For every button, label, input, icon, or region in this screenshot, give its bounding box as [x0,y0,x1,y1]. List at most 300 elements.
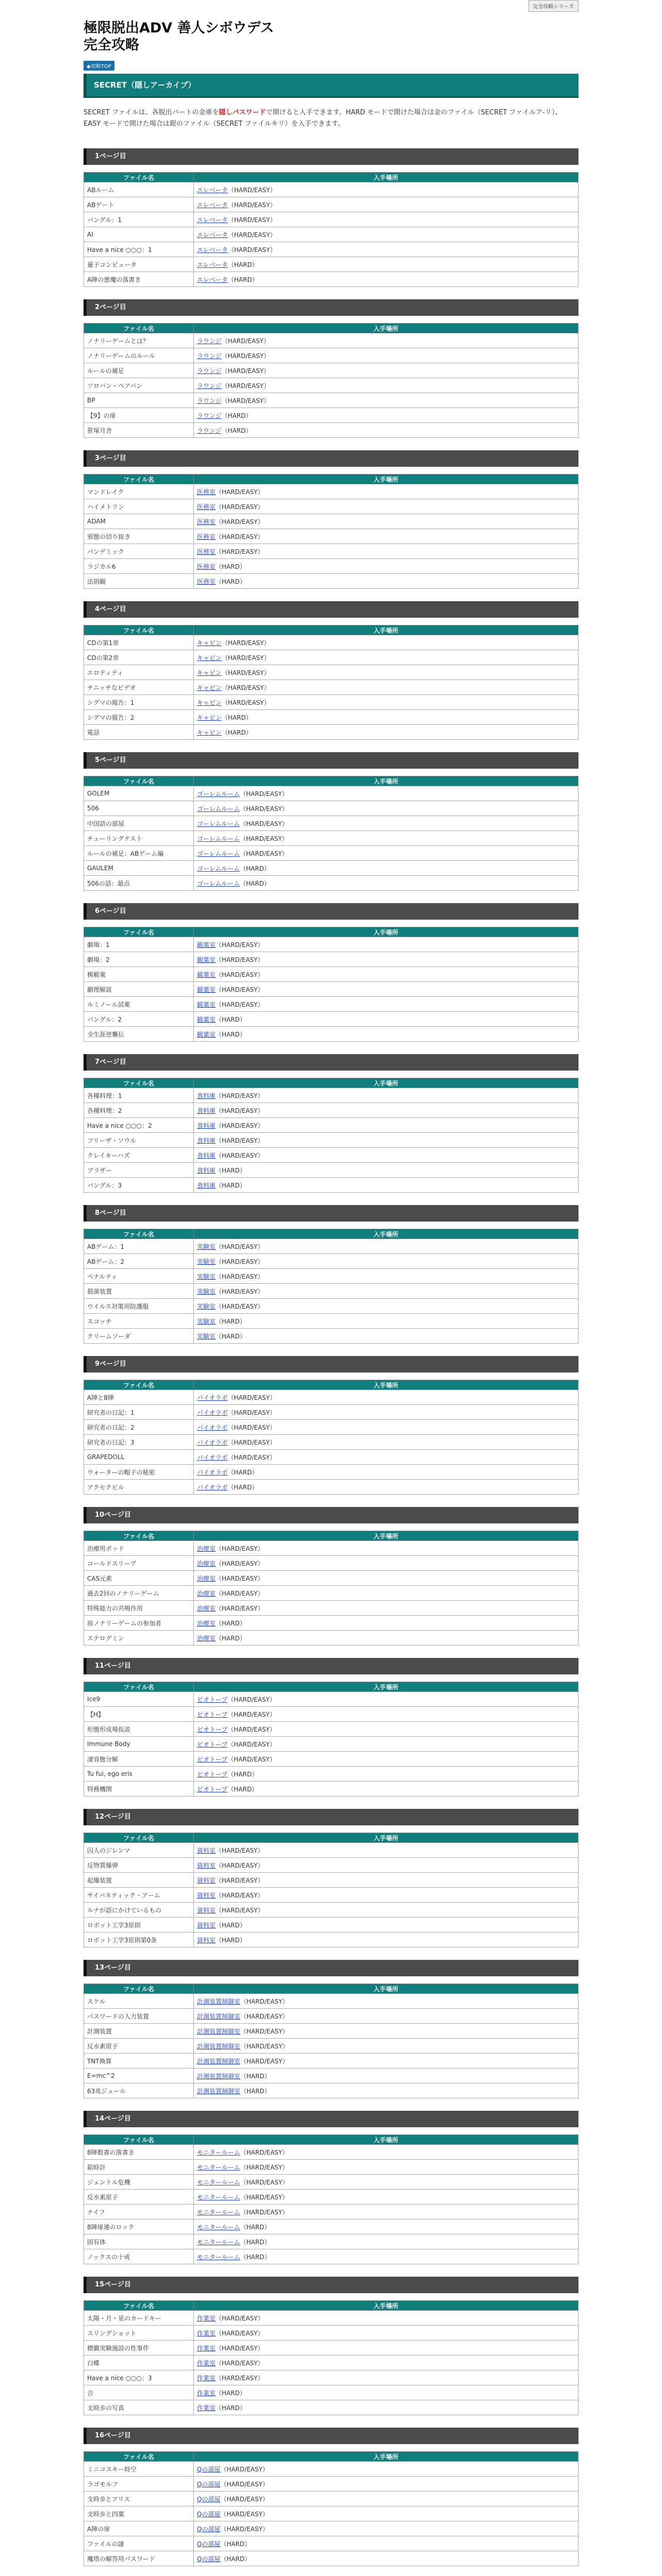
table-header-row [84,324,578,333]
location-cell [194,2009,578,2024]
table-row [84,1027,578,1042]
location-link[interactable]: エレベータ [197,186,228,194]
location-link[interactable]: ピオトープ [197,1696,228,1703]
intro-text-c: で開けると入手できます。HARD モードで開けた場合は金のファイル（SECRET ファイルア-リ）、EASY モードで開けた場合は銀のファイル（SECRET ファイルキリ）を入手できます。 [84,109,562,128]
mode-label: （HARD） [220,2555,251,2563]
mode-label: （HARD/EASY） [240,2163,289,2171]
table-row [84,786,578,801]
location-cell [194,1918,578,1933]
file-name-cell: ソロバン・ペアバン [84,378,194,393]
location-link[interactable]: 資料室 [197,1861,216,1869]
location-link[interactable]: 観葉室 [197,1001,216,1008]
mode-label: （HARD/EASY） [240,2208,289,2216]
mode-label: （HARD/EASY） [227,1438,276,1446]
table-row [84,2039,578,2054]
table-row [84,1465,578,1480]
location-cell [194,1707,578,1722]
file-name-cell: 506の話：最点 [84,876,194,891]
location-link[interactable]: 医務室 [197,518,216,526]
mode-label: （HARD） [216,1332,246,1340]
page-section-heading: 4ページ目 [84,601,578,618]
file-name-cell: ノナリーゲームとは？ [84,333,194,348]
mode-label: （HARD/EASY） [216,1287,264,1295]
location-link[interactable]: 治療室 [197,1545,216,1552]
location-link[interactable]: バイオラボ [197,1468,228,1476]
mode-label: （HARD） [240,2223,271,2231]
mode-label: （HARD） [216,578,246,585]
mode-label: （HARD） [216,1015,246,1023]
location-cell [194,212,578,227]
table-row [84,2326,578,2341]
file-name-cell: BP [84,393,194,408]
location-cell [194,1284,578,1299]
location-cell [194,2219,578,2234]
mode-label: （HARD） [216,1181,246,1189]
location-link[interactable]: モニタールーム [197,2223,240,2231]
table-row [84,2341,578,2355]
table-row [84,1103,578,1118]
file-name-cell: 特殊能力の共鳴作用 [84,1601,194,1616]
location-link[interactable]: 作業室 [197,2344,216,2352]
location-link[interactable]: モニタールーム [197,2148,240,2156]
column-header-place: 入手場所 [194,1078,578,1088]
file-name-cell: GAULEM [84,861,194,876]
table-row [84,1586,578,1601]
location-link[interactable]: モニタールーム [197,2193,240,2201]
location-cell [194,272,578,287]
file-name-cell: 研究者の日記：1 [84,1405,194,1420]
file-name-cell: 研究者の日記：3 [84,1435,194,1450]
location-cell [194,982,578,997]
file-name-cell: ABゲーム：1 [84,1239,194,1254]
location-link[interactable]: 治療室 [197,1574,216,1582]
file-name-cell: サイバネティック・アーム [84,1888,194,1903]
file-table [84,1984,578,2098]
location-link[interactable]: 資料室 [197,1891,216,1899]
table-row [84,257,578,272]
table-row [84,1843,578,1858]
file-name-cell: アクセクビル [84,1480,194,1495]
mode-label: （HARD/EASY） [216,1258,264,1265]
location-link[interactable]: キャビン [197,728,222,736]
location-link[interactable]: Qの部屋 [197,2525,221,2533]
location-link[interactable]: バイオラボ [197,1483,228,1491]
file-name-cell: ハイメトリン [84,499,194,514]
mode-label: （HARD/EASY） [216,971,264,978]
location-link[interactable]: 医務室 [197,563,216,570]
location-link[interactable]: ゴーレムルーム [197,879,240,887]
mode-label: （HARD/EASY） [216,1604,264,1612]
location-cell [194,2249,578,2264]
location-link[interactable]: 計測装置制御室 [197,2027,241,2035]
file-name-cell: 白蝶 [84,2355,194,2370]
location-cell [194,2492,578,2506]
location-cell [194,2477,578,2492]
table-row [84,1269,578,1284]
mode-label: （HARD/EASY） [220,2525,269,2533]
mode-label: （HARD/EASY） [216,488,264,496]
location-cell [194,1299,578,1314]
table-row [84,1737,578,1752]
location-cell [194,1556,578,1571]
location-link[interactable]: バイオラボ [197,1409,228,1416]
mode-label: （HARD） [228,276,258,283]
file-table [84,172,578,287]
table-row [84,997,578,1012]
location-link[interactable]: ラウンジ [197,397,222,404]
mode-label: （HARD/EASY） [216,2374,264,2382]
location-link[interactable]: 資料室 [197,1936,216,1944]
location-link[interactable]: 計測装置制御室 [197,2012,241,2020]
table-row [84,1118,578,1133]
file-name-cell: 太陽・月・星のカードキー [84,2311,194,2326]
location-link[interactable]: ピオトープ [197,1740,228,1748]
location-link[interactable]: 観葉室 [197,956,216,963]
table-row [84,2551,578,2566]
location-link[interactable]: 医務室 [197,548,216,555]
location-link[interactable]: 作業室 [197,2329,216,2337]
location-link[interactable]: 計測装置制御室 [197,2057,241,2065]
location-link[interactable]: 実験室 [197,1243,216,1250]
location-link[interactable]: 資料室 [197,1846,216,1854]
location-link[interactable]: キャビン [197,684,222,691]
location-link[interactable]: 計測装置制御室 [197,2042,241,2050]
location-cell [194,861,578,876]
table-row [84,1873,578,1888]
file-table [84,776,578,891]
page-section-heading: 1ページ目 [84,148,578,165]
location-cell [194,1722,578,1737]
page-section-heading: 15ページ目 [84,2277,578,2293]
location-link[interactable]: 食料庫 [197,1151,216,1159]
location-cell [194,680,578,695]
table-row [84,876,578,891]
location-link[interactable]: 観葉室 [197,1015,216,1023]
location-cell [194,363,578,378]
location-link[interactable]: 食料庫 [197,1107,216,1114]
table-row [84,1858,578,1873]
mode-label: （HARD） [216,1634,246,1642]
location-link[interactable]: 作業室 [197,2404,216,2412]
location-link[interactable]: モニタールーム [197,2208,240,2216]
mode-label: （HARD） [216,2404,246,2412]
location-link[interactable]: エレベータ [197,231,228,239]
mode-label: （HARD/EASY） [216,518,264,526]
table-row [84,212,578,227]
location-link[interactable]: 実験室 [197,1317,216,1325]
column-header-file: ファイル名 [84,1984,194,1994]
location-cell [194,514,578,529]
file-name-cell: 標籤実験施設の性事件 [84,2341,194,2355]
location-cell [194,1254,578,1269]
mode-label: （HARD/EASY） [216,1589,264,1597]
table-row [84,333,578,348]
location-link[interactable]: ピオトープ [197,1785,228,1793]
location-link[interactable]: ピオトープ [197,1770,228,1778]
column-header-place: 入手場所 [194,173,578,182]
location-link[interactable]: 観葉室 [197,941,216,948]
location-link[interactable]: 治療室 [197,1619,216,1627]
location-link[interactable]: ラウンジ [197,427,222,434]
table-row [84,2145,578,2160]
mode-label: （HARD/EASY） [216,2329,264,2337]
location-link[interactable]: 医務室 [197,533,216,540]
file-name-cell: Have a nice ○○○：1 [84,242,194,257]
page-section-heading: 5ページ目 [84,752,578,769]
location-link[interactable]: Qの部屋 [197,2510,221,2518]
page-section-heading: 7ページ目 [84,1054,578,1071]
file-name-cell: 反水素原子 [84,2190,194,2205]
table-header-row [84,1380,578,1390]
location-link[interactable]: 食料庫 [197,1181,216,1189]
location-link[interactable]: エレベータ [197,201,228,209]
file-table [84,2134,578,2264]
mode-label: （HARD/EASY） [216,1001,264,1008]
file-name-cell: 殺菌装置 [84,1284,194,1299]
location-link[interactable]: Qの部屋 [197,2540,221,2548]
location-cell [194,1103,578,1118]
location-link[interactable]: ピオトープ [197,1755,228,1763]
location-cell [194,2160,578,2175]
location-link[interactable]: エレベータ [197,276,228,283]
file-name-cell: 形態形成場仮説 [84,1722,194,1737]
file-name-cell: 劇場：2 [84,952,194,967]
location-link[interactable]: 実験室 [197,1302,216,1310]
location-cell [194,2506,578,2521]
location-link[interactable]: 食料庫 [197,1092,216,1099]
location-cell [194,1888,578,1903]
location-link[interactable]: 食料庫 [197,1166,216,1174]
column-header-place: 入手場所 [194,776,578,786]
location-link[interactable]: 実験室 [197,1287,216,1295]
location-link[interactable]: 治療室 [197,1560,216,1567]
file-name-cell: ABゲーム：2 [84,1254,194,1269]
location-link[interactable]: 計測装置制御室 [197,2072,241,2080]
location-cell [194,499,578,514]
location-link[interactable]: ゴーレムルーム [197,805,240,812]
table-row [84,1571,578,1586]
location-cell [194,952,578,967]
location-link[interactable]: ラウンジ [197,352,222,360]
location-link[interactable]: 実験室 [197,1273,216,1280]
location-cell [194,1314,578,1329]
location-link[interactable]: 作業室 [197,2359,216,2367]
location-cell [194,1148,578,1163]
location-link[interactable]: Qの部屋 [197,2495,221,2503]
table-row [84,2219,578,2234]
location-cell [194,1118,578,1133]
file-table [84,323,578,438]
location-link[interactable]: モニタールーム [197,2238,240,2246]
location-link[interactable]: 資料室 [197,1906,216,1914]
location-link[interactable]: ラウンジ [197,412,222,419]
location-cell [194,1858,578,1873]
location-link[interactable]: 観葉室 [197,971,216,978]
location-link[interactable]: ラウンジ [197,367,222,375]
location-link[interactable]: バイオラボ [197,1438,228,1446]
page-section-heading: 12ページ目 [84,1809,578,1825]
location-link[interactable]: 計測装置制御室 [197,2087,241,2095]
table-row [84,1012,578,1027]
location-link[interactable]: ラウンジ [197,382,222,389]
location-cell [194,1994,578,2009]
location-link[interactable]: キャビン [197,699,222,706]
mode-label: （HARD/EASY） [227,1755,276,1763]
mode-label: （HARD/EASY） [227,1453,276,1461]
location-link[interactable]: エレベータ [197,216,228,224]
table-header-row [84,1078,578,1088]
mode-label: （HARD/EASY） [221,367,270,375]
location-link[interactable]: エレベータ [197,261,228,268]
location-cell [194,665,578,680]
location-link[interactable]: 治療室 [197,1589,216,1597]
table-header-row [84,1531,578,1541]
location-link[interactable]: 食料庫 [197,1137,216,1144]
table-row [84,635,578,650]
file-name-cell: Immune Body [84,1737,194,1752]
mode-label: （HARD/EASY） [222,684,270,691]
location-link[interactable]: 医務室 [197,578,216,585]
mode-label: （HARD/EASY） [228,186,276,194]
location-link[interactable]: 観葉室 [197,986,216,993]
mode-label: （HARD） [240,2253,271,2261]
location-link[interactable]: 医務室 [197,488,216,496]
location-link[interactable]: キャビン [197,639,222,647]
file-table [84,474,578,589]
file-name-cell: 魔塔の解答用パスワード [84,2551,194,2566]
mode-label: （HARD/EASY） [240,850,288,857]
mode-label: （HARD/EASY） [228,216,276,224]
table-row [84,1903,578,1918]
mode-label: （HARD） [216,1317,246,1325]
file-name-cell: ルナが語にかけているもの [84,1903,194,1918]
location-link[interactable]: ピオトープ [197,1725,228,1733]
location-link[interactable]: ラウンジ [197,337,222,345]
location-cell [194,2355,578,2370]
mode-label: （HARD/EASY） [216,956,264,963]
location-link[interactable]: モニタールーム [197,2163,240,2171]
series-link[interactable]: 完全攻略シリーズ [528,0,579,12]
mode-label: （HARD/EASY） [216,1273,264,1280]
file-name-cell: 研究者の日記：2 [84,1420,194,1435]
mode-label: （HARD/EASY） [240,805,288,812]
location-link[interactable]: ゴーレムルーム [197,820,240,827]
location-link[interactable]: キャビン [197,654,222,662]
table-row [84,665,578,680]
table-row [84,1767,578,1782]
location-cell [194,559,578,574]
file-table [84,1682,578,1797]
location-cell [194,2370,578,2385]
location-link[interactable]: 治療室 [197,1634,216,1642]
location-link[interactable]: バイオラボ [197,1423,228,1431]
location-link[interactable]: 治療室 [197,1604,216,1612]
table-row [84,423,578,438]
mode-label: （HARD/EASY） [216,1574,264,1582]
location-link[interactable]: ゴーレムルーム [197,850,240,857]
table-row [84,937,578,952]
location-link[interactable]: バイオラボ [197,1394,228,1401]
mode-label: （HARD/EASY） [240,835,288,842]
location-link[interactable]: 計測装置制御室 [197,1997,241,2005]
location-cell [194,635,578,650]
file-name-cell: 8陣数書の落書き [84,2145,194,2160]
file-name-cell: 支時歩と四葉 [84,2506,194,2521]
location-link[interactable]: ピオトープ [197,1710,228,1718]
file-name-cell: 支時歩とアリス [84,2492,194,2506]
location-link[interactable]: エレベータ [197,246,228,253]
table-row [84,1284,578,1299]
location-link[interactable]: バイオラボ [197,1453,228,1461]
location-link[interactable]: 食料庫 [197,1122,216,1129]
location-cell [194,227,578,242]
table-row [84,1405,578,1420]
location-link[interactable]: 作業室 [197,2389,216,2397]
location-link[interactable]: キャビン [197,714,222,721]
location-link[interactable]: キャビン [197,669,222,676]
column-header-place: 入手場所 [194,1984,578,1994]
location-link[interactable]: 医務室 [197,503,216,511]
location-link[interactable]: モニタールーム [197,2253,240,2261]
location-link[interactable]: 実験室 [197,1332,216,1340]
mode-label: （HARD/EASY） [228,246,276,253]
table-row [84,514,578,529]
back-to-top-link[interactable]: ◆攻略TOP [84,61,114,71]
table-row [84,1707,578,1722]
table-row [84,1722,578,1737]
location-link[interactable]: 実験室 [197,1258,216,1265]
location-cell [194,2024,578,2039]
file-name-cell: 電話 [84,725,194,740]
location-cell [194,1133,578,1148]
file-name-cell: バングル：2 [84,1012,194,1027]
file-name-cell: GOLEM [84,786,194,801]
location-cell [194,937,578,952]
location-link[interactable]: ゴーレムルーム [197,865,240,872]
location-link[interactable]: モニタールーム [197,2178,240,2186]
location-link[interactable]: 作業室 [197,2374,216,2382]
location-link[interactable]: ゴーレムルーム [197,835,240,842]
location-link[interactable]: 観葉室 [197,1030,216,1038]
location-link[interactable]: 資料室 [197,1921,216,1929]
mode-label: （HARD/EASY） [227,1423,276,1431]
mode-label: （HARD/EASY） [216,1151,264,1159]
mode-label: （HARD） [216,1030,246,1038]
location-cell [194,2521,578,2536]
column-header-place: 入手場所 [194,2135,578,2145]
location-cell [194,1450,578,1465]
mode-label: （HARD/EASY） [216,1876,264,1884]
location-link[interactable]: 作業室 [197,2314,216,2322]
location-link[interactable]: ゴーレムルーム [197,790,240,798]
table-row [84,393,578,408]
table-header-row [84,1833,578,1843]
table-row [84,1480,578,1495]
file-name-cell: 全生涯逆襲伝 [84,1027,194,1042]
mode-label: （HARD/EASY） [221,337,270,345]
file-table [84,1380,578,1495]
location-link[interactable]: Qの部屋 [197,2480,221,2488]
location-link[interactable]: Qの部屋 [197,2465,221,2473]
file-name-cell: Tu fui, ego eris [84,1767,194,1782]
location-cell [194,393,578,408]
location-link[interactable]: 資料室 [197,1876,216,1884]
page-section-heading: 6ページ目 [84,903,578,920]
mode-label: （HARD/EASY） [227,1740,276,1748]
location-link[interactable]: Qの部屋 [197,2555,221,2563]
file-name-cell: 【9】の扉 [84,408,194,423]
location-cell [194,182,578,197]
